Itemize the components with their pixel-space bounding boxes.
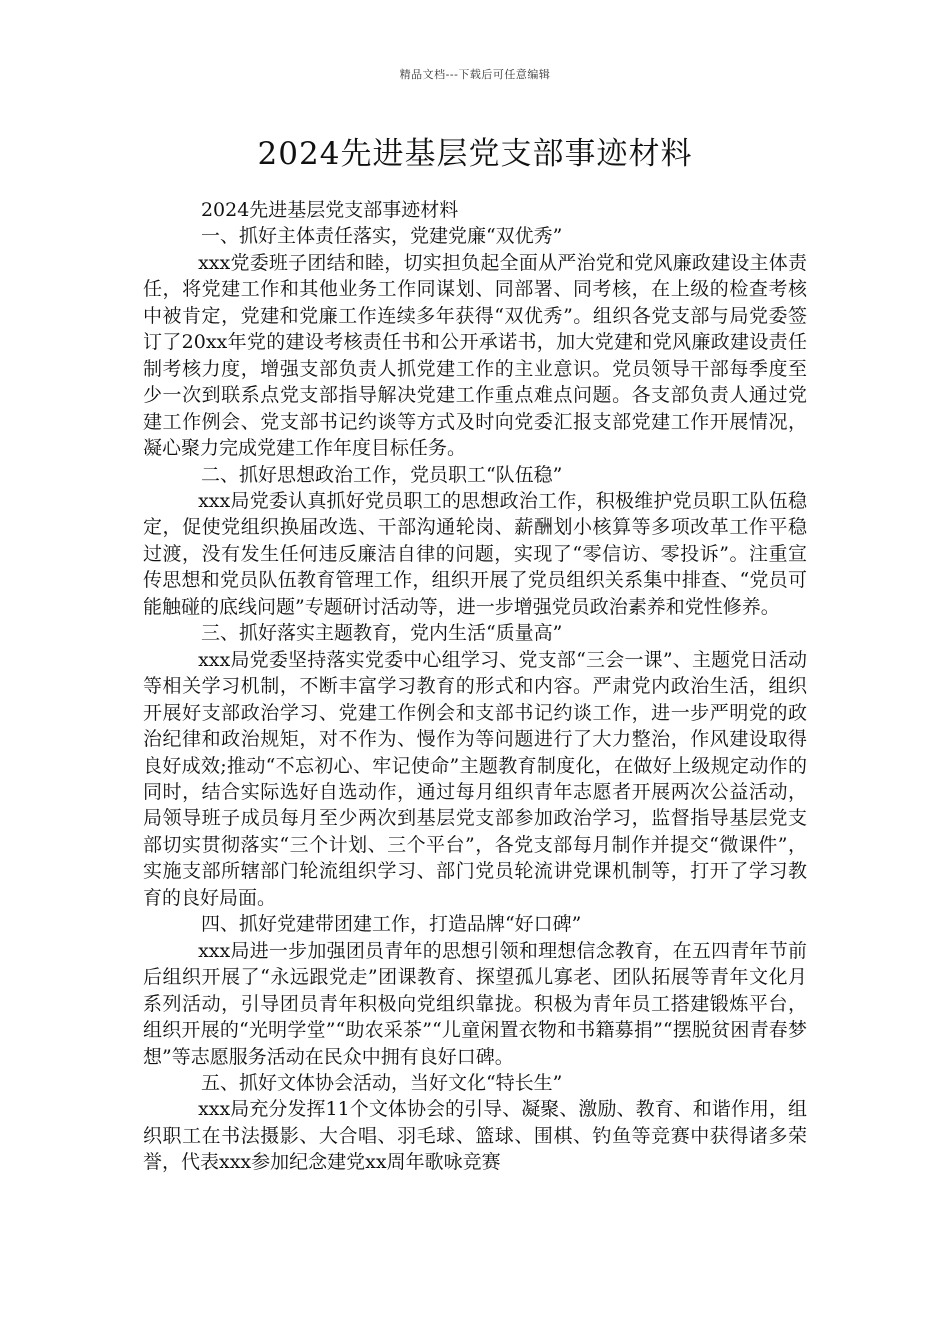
section-paragraph-2: xxx局党委认真抓好党员职工的思想政治工作，积极维护党员职工队伍稳定，促使党组织换届改选、干部沟通轮岗、薪酬划小核算等多项改革工作平稳过渡，没有发生任何违反廉洁自律的问题，实现了“零信访、零投诉”。注重宣传思想和党员队伍教育管理工作，组织开展了党员组织关系集中排查、“党员可能触碰的底线问题”专题研讨活动等，进一步增强党员政治素养和党性修养。 [143,489,807,618]
document-body [143,197,807,1176]
section-paragraph-1: xxx党委班子团结和睦，切实担负起全面从严治党和党风廉政建设主体责任，将党建工作和其他业务工作同谋划、同部署、同考核，在上级的检查考核中被肯定，党建和党廉工作连续多年获得“双优秀”。组织各党支部与局党委签订了20xx年党的建设考核责任书和公开承诺书，加大党建和党风廉政建设责任制考核力度，增强支部负责人抓党建工作的主业意识。党员领导干部每季度至少一次到联系点党支部指导解决党建工作重点难点问题。各支部负责人通过党建工作例会、党支部书记约谈等方式及时向党委汇报支部党建工作开展情况，凝心聚力完成党建工作年度目标任务。 [143,251,807,460]
section-paragraph-5: xxx局充分发挥11个文体协会的引导、凝聚、激励、教育、和谐作用，组织职工在书法摄影、大合唱、羽毛球、篮球、围棋、钓鱼等竞赛中获得诸多荣誉，代表xxx参加纪念建党xx周年歌咏竞赛 [143,1098,807,1174]
section-heading-4: 四、抓好党建带团建工作，打造品牌“好口碑” [200,913,582,936]
header-note: 精品文档---下载后可任意编辑 [399,68,551,81]
section-heading-1: 一、抓好主体责任落实，党建党廉“双优秀” [200,225,563,248]
section-heading-5: 五、抓好文体协会活动，当好文化“特长生” [200,1071,563,1094]
section-heading-3: 三、抓好落实主题教育，党内生活“质量高” [200,622,563,645]
section-heading-2: 二、抓好思想政治工作，党员职工“队伍稳” [200,463,563,486]
section-paragraph-3: xxx局党委坚持落实党委中心组学习、党支部“三会一课”、主题党日活动等相关学习机制，不断丰富学习教育的形式和内容。严肃党内政治生活，组织开展好支部政治学习、党建工作例会和支部书记约谈工作，进一步严明党的政治纪律和政治规矩，对不作为、慢作为等问题进行了大力整治，作风建设取得良好成效;推动“不忘初心、牢记使命”主题教育制度化，在做好上级规定动作的同时，结合实际选好自选动作，通过每月组织青年志愿者开展两次公益活动，局领导班子成员每月至少两次到基层党支部参加政治学习，监督指导基层党支部切实贯彻落实“三个计划、三个平台”，各党支部每月制作并提交“微课件”，实施支部所辖部门轮流组织学习、部门党员轮流讲党课机制等，打开了学习教育的良好局面。 [143,648,807,909]
document-title: 2024先进基层党支部事迹材料 [257,136,693,172]
section-paragraph-4: xxx局进一步加强团员青年的思想引领和理想信念教育，在五四青年节前后组织开展了“永远跟党走”团课教育、探望孤儿寡老、团队拓展等青年文化月系列活动，引导团员青年积极向党组织靠拢。积极为青年员工搭建锻炼平台，组织开展的“光明学堂”“助农采茶”“儿童闲置衣物和书籍募捐”“摆脱贫困青春梦想”等志愿服务活动在民众中拥有良好口碑。 [143,939,807,1068]
body-subtitle: 2024先进基层党支部事迹材料 [200,199,459,221]
